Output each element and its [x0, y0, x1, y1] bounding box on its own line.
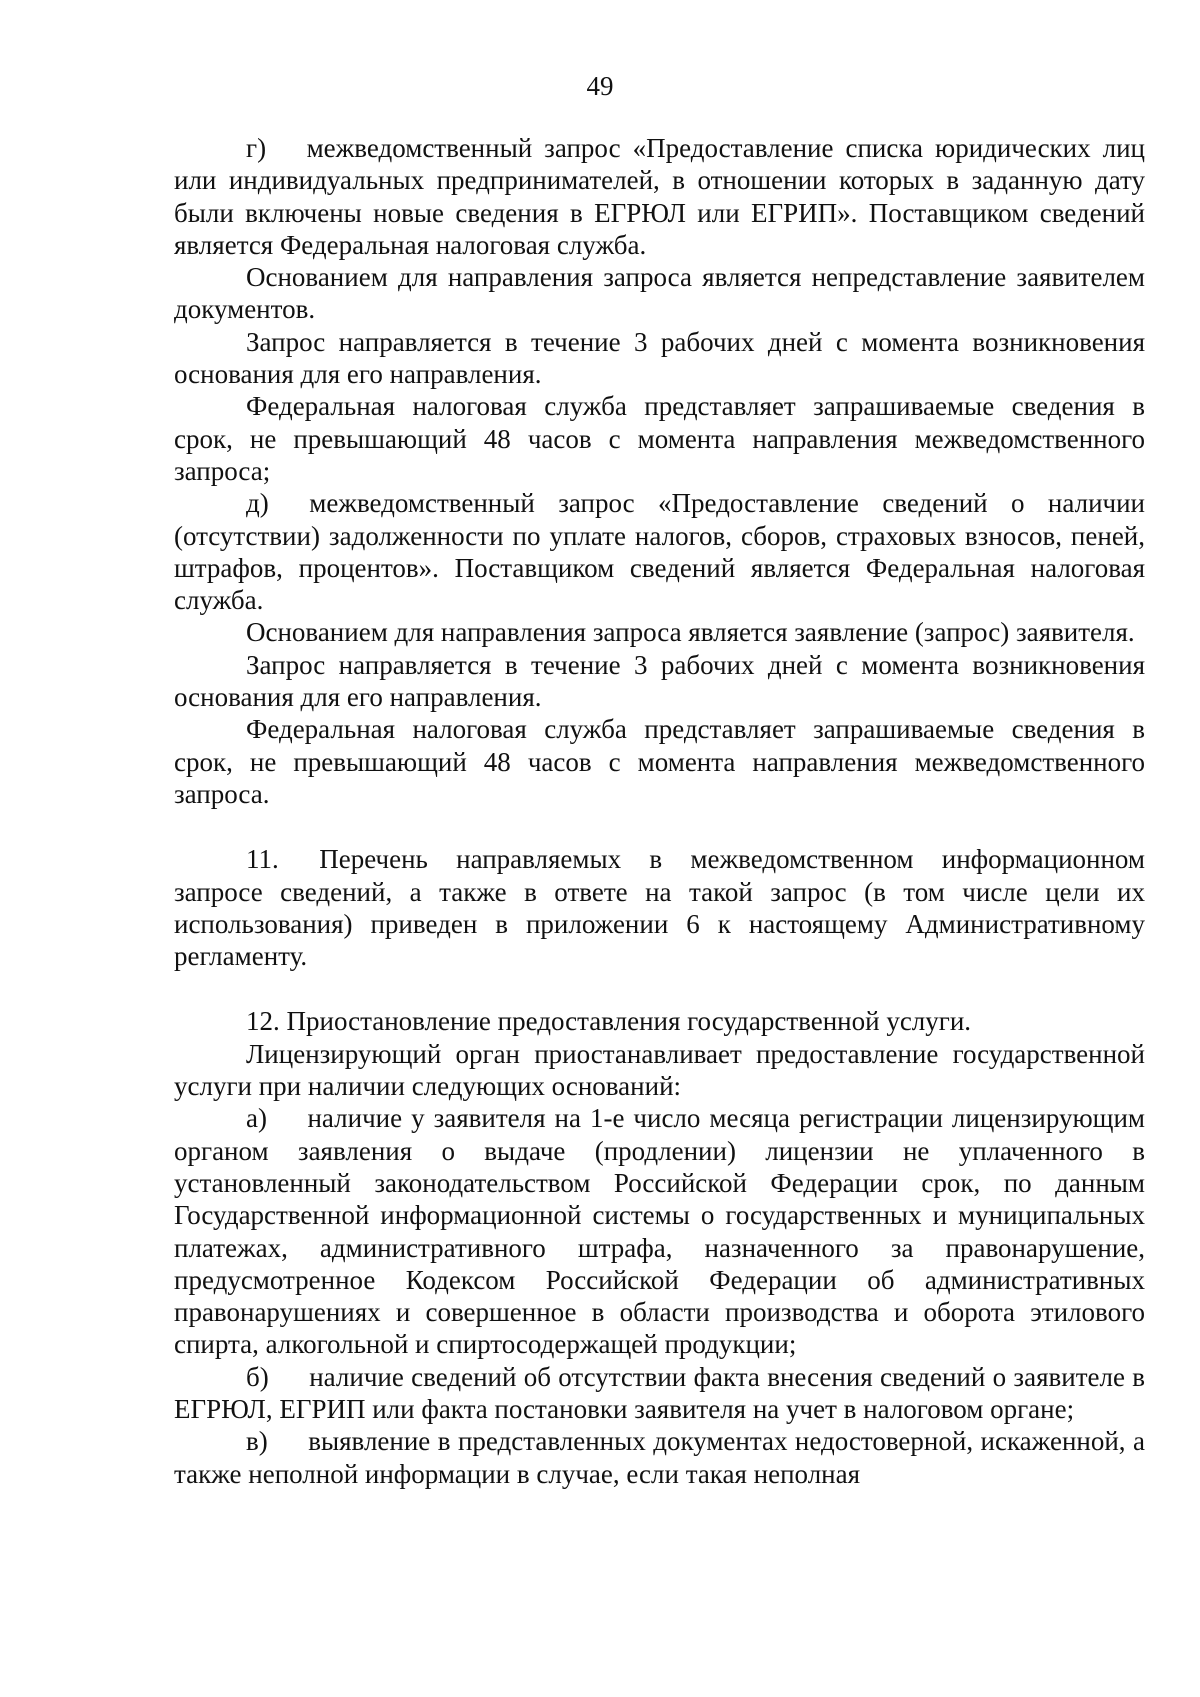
section-12-heading: 12. Приостановление предоставления государственной услуги.	[246, 1006, 972, 1037]
section-12-intro: Лицензирующий орган приостанавливает предоставление государственной услуги при наличии следующих оснований:	[174, 1038, 1145, 1102]
paragraph-deadline-g: Запрос направляется в течение 3 рабочих дней с момента возникновения основания для его направления.	[174, 326, 1145, 390]
paragraph-deadline-d: Запрос направляется в течение 3 рабочих дней с момента возникновения основания для его направления.	[174, 649, 1145, 713]
paragraph-item-v: в) выявление в представленных документах недостоверной, искаженной, а также неполной информации в случае, если такая неполная	[174, 1426, 1145, 1489]
paragraph-item-b: б) наличие сведений об отсутствии факта внесения сведений о заявителе в ЕГРЮЛ, ЕГРИП или факта постановки заявителя на учет в налоговом органе;	[174, 1361, 1145, 1424]
paragraph-item-g: г) межведомственный запрос «Предоставление списка юридических лиц или индивидуальных предпринимателей, в отношении которых в заданную дату были включены новые сведения в ЕГРЮЛ или ЕГРИП». Поставщиком сведений является Федеральная налоговая служба.	[174, 133, 1145, 260]
paragraph-basis-d: Основанием для направления запроса является заявление (запрос) заявителя.	[246, 617, 1135, 648]
paragraph-response-g: Федеральная налоговая служба представляет запрашиваемые сведения в срок, не превышающий 48 часов с момента направления межведомственного запроса;	[174, 391, 1145, 486]
paragraph-item-a: а) наличие у заявителя на 1-е число месяца регистрации лицензирующим органом заявления о выдаче (продлении) лицензии не уплаченного в установленный законодательством Российской Федерации срок, по данным Государственной информационной системы о государственных и муниципальных платежах, административного штрафа, назначенного за правонарушение, предусмотренное Кодексом Российской Федерации об административных правонарушениях и совершенное в области производства и оборота этилового спирта, алкогольной и спиртосодержащей продукции;	[174, 1103, 1145, 1360]
paragraph-response-d: Федеральная налоговая служба представляет запрашиваемые сведения в срок, не превышающий 48 часов с момента направления межведомственного запроса.	[174, 714, 1145, 809]
document-body	[174, 132, 1145, 1490]
section-11: 11. Перечень направляемых в межведомственном информационном запросе сведений, а также в ответе на такой запрос (в том числе цели их использования) приведен в приложении 6 к настоящему Административному регламенту.	[174, 844, 1145, 972]
paragraph-basis-g: Основанием для направления запроса является непредставление заявителем документов.	[174, 262, 1145, 325]
paragraph-item-d: д) межведомственный запрос «Предоставление сведений о наличии (отсутствии) задолженности по уплате налогов, сборов, страховых взносов, пеней, штрафов, процентов». Поставщиком сведений является Федеральная налоговая служба.	[174, 488, 1145, 616]
page-number: 49	[586, 71, 614, 101]
